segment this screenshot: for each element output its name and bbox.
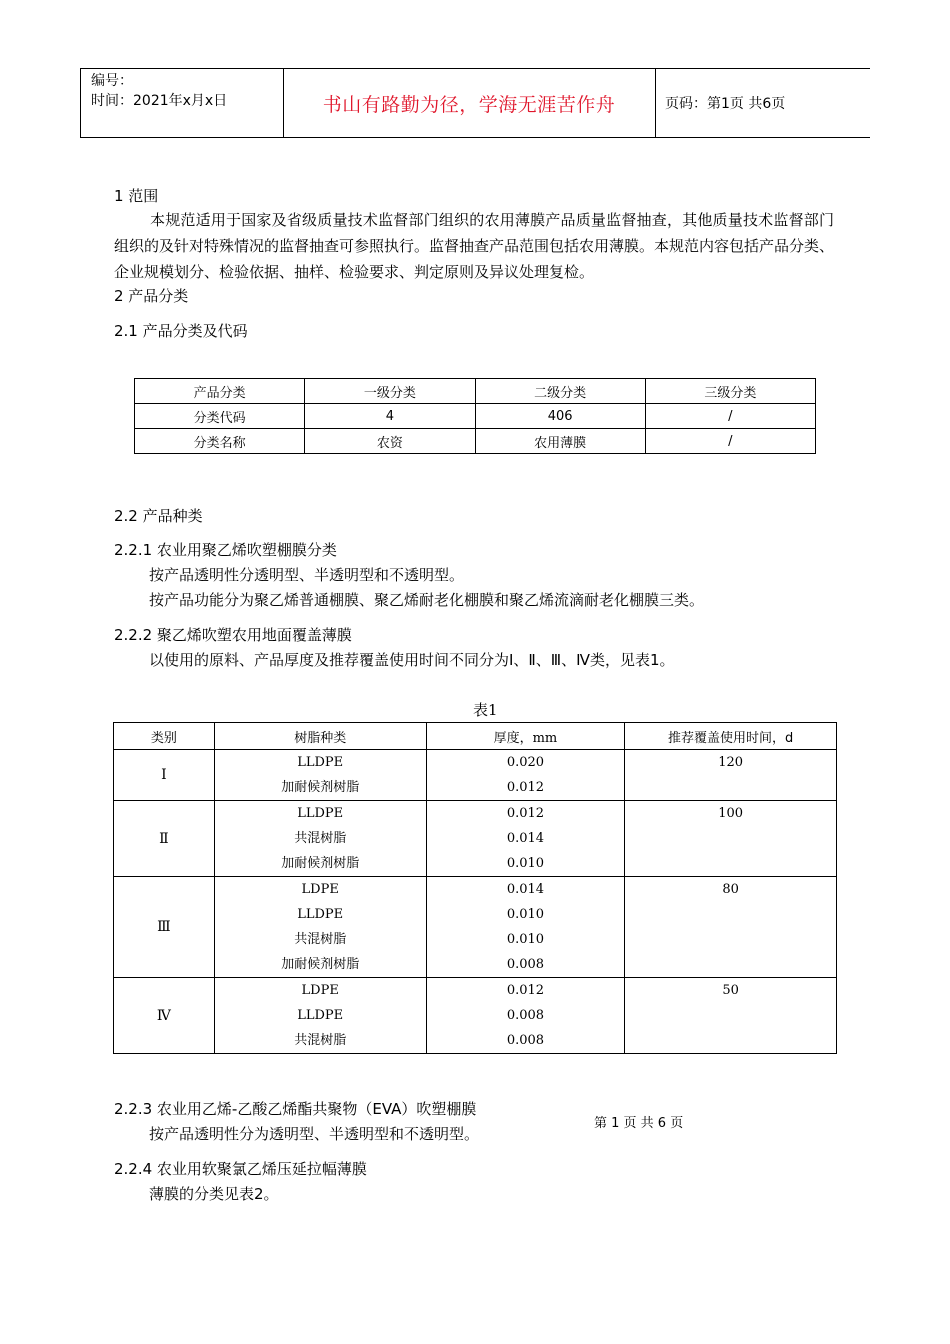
date-label: 时间：2021年x月x日: [91, 93, 228, 109]
table-row: [135, 429, 816, 454]
section-2-2-4-title: 2.2.4 农业用软聚氯乙烯压延拉幅薄膜: [114, 1160, 367, 1178]
thickness-value: 0.010: [506, 907, 545, 922]
thickness-value: 0.020: [506, 755, 545, 770]
time-value: 120: [718, 755, 744, 770]
time-value: 50: [722, 983, 739, 998]
number-label: 编号：: [91, 73, 133, 89]
category-cell: Ⅰ: [114, 750, 215, 801]
thickness-cell: [426, 978, 625, 1054]
table-cell: 一级分类: [305, 379, 475, 404]
table-row: [135, 379, 816, 404]
table-cell: /: [645, 429, 815, 454]
section-2-2-1-line-2: 按产品功能分为聚乙烯普通棚膜、聚乙烯耐老化棚膜和聚乙烯流滴耐老化棚膜三类。: [149, 591, 705, 609]
resin-type: 加耐候剂树脂: [281, 957, 360, 972]
section-2-2-1-title: 2.2.1 农业用聚乙烯吹塑棚膜分类: [114, 541, 337, 559]
resin-type: LDPE: [301, 983, 339, 998]
column-header: 厚度，mm: [426, 723, 625, 750]
time-cell: [625, 750, 837, 801]
section-1-body: 本规范适用于国家及省级质量技术监督部门组织的农用薄膜产品质量监督抽查，其他质量技术监督部门组织的及针对特殊情况的监督抽查可参照执行。监督抽查产品范围包括农用薄膜。本规范内容包括产品分类、企业规模划分、检验依据、抽样、检验要求、判定原则及异议处理复检。: [114, 211, 835, 281]
resin-cell: [214, 801, 426, 877]
category-cell: Ⅳ: [114, 978, 215, 1054]
section-2-title: 2 产品分类: [114, 287, 189, 305]
page-header: [80, 68, 870, 138]
table-cell: 4: [305, 404, 475, 429]
table-1: [113, 722, 837, 1054]
resin-type: 加耐候剂树脂: [281, 780, 360, 795]
table-row: [114, 801, 837, 877]
thickness-value: 0.008: [506, 1008, 545, 1023]
section-2-2-title: 2.2 产品种类: [114, 507, 203, 525]
thickness-value: 0.008: [506, 957, 545, 972]
resin-type: LLDPE: [297, 755, 344, 770]
column-header: 推荐覆盖使用时间，d: [625, 723, 837, 750]
table-row: [114, 978, 837, 1054]
resin-cell: [214, 750, 426, 801]
section-1-title: 1 范围: [114, 187, 159, 205]
page-footer: 第 1 页 共 6 页: [594, 1116, 684, 1131]
header-motto: 书山有路勤为径，学海无涯苦作舟: [283, 69, 656, 137]
resin-cell: [214, 978, 426, 1054]
section-2-2-2-line-1: 以使用的原料、产品厚度及推荐覆盖使用时间不同分为Ⅰ、Ⅱ、Ⅲ、Ⅳ类，见表1。: [149, 651, 675, 669]
resin-type: 加耐候剂树脂: [281, 856, 360, 871]
table-cell: 产品分类: [135, 379, 305, 404]
column-header: 类别: [114, 723, 215, 750]
thickness-cell: [426, 750, 625, 801]
thickness-cell: [426, 801, 625, 877]
thickness-cell: [426, 877, 625, 978]
table-cell: 分类代码: [135, 404, 305, 429]
header-page-label: 页码：第1页 共6页: [665, 96, 786, 112]
table-cell: /: [645, 404, 815, 429]
table-cell: 农资: [305, 429, 475, 454]
thickness-value: 0.008: [506, 1033, 545, 1048]
time-cell: [625, 877, 837, 978]
section-2-1-title: 2.1 产品分类及代码: [114, 322, 248, 340]
section-2-2-2-title: 2.2.2 聚乙烯吹塑农用地面覆盖薄膜: [114, 626, 352, 644]
table-cell: 二级分类: [475, 379, 645, 404]
table-cell: 406: [475, 404, 645, 429]
table-cell: 分类名称: [135, 429, 305, 454]
time-cell: [625, 801, 837, 877]
thickness-value: 0.012: [506, 806, 545, 821]
section-2-2-3-line-1: 按产品透明性分为透明型、半透明型和不透明型。: [149, 1125, 480, 1143]
resin-type: 共混树脂: [294, 1033, 347, 1048]
thickness-value: 0.014: [506, 831, 545, 846]
resin-type: 共混树脂: [294, 932, 347, 947]
time-value: 80: [722, 882, 739, 897]
table-row: [114, 877, 837, 978]
header-meta-cell: [80, 69, 284, 137]
thickness-value: 0.012: [506, 983, 545, 998]
resin-type: LDPE: [301, 882, 339, 897]
classification-table: [134, 378, 816, 454]
table-cell: 三级分类: [645, 379, 815, 404]
table-row: [135, 404, 816, 429]
section-2-2-1-line-1: 按产品透明性分透明型、半透明型和不透明型。: [149, 566, 465, 584]
table-row: [114, 750, 837, 801]
category-cell: Ⅲ: [114, 877, 215, 978]
resin-type: LLDPE: [297, 1008, 344, 1023]
section-2-2-3-title: 2.2.3 农业用乙烯-乙酸乙烯酯共聚物（EVA）吹塑棚膜: [114, 1100, 477, 1118]
category-cell: Ⅱ: [114, 801, 215, 877]
resin-type: LLDPE: [297, 907, 344, 922]
thickness-value: 0.010: [506, 932, 545, 947]
table-1-body: [114, 750, 837, 1054]
table-1-caption: 表1: [473, 701, 498, 719]
time-cell: [625, 978, 837, 1054]
resin-cell: [214, 877, 426, 978]
section-2-2-4-line-1: 薄膜的分类见表2。: [149, 1185, 279, 1203]
thickness-value: 0.014: [506, 882, 545, 897]
time-value: 100: [718, 806, 744, 821]
thickness-value: 0.012: [506, 780, 545, 795]
resin-type: LLDPE: [297, 806, 344, 821]
column-header: 树脂种类: [214, 723, 426, 750]
table-header-row: [114, 723, 837, 750]
resin-type: 共混树脂: [294, 831, 347, 846]
thickness-value: 0.010: [506, 856, 545, 871]
table-cell: 农用薄膜: [475, 429, 645, 454]
